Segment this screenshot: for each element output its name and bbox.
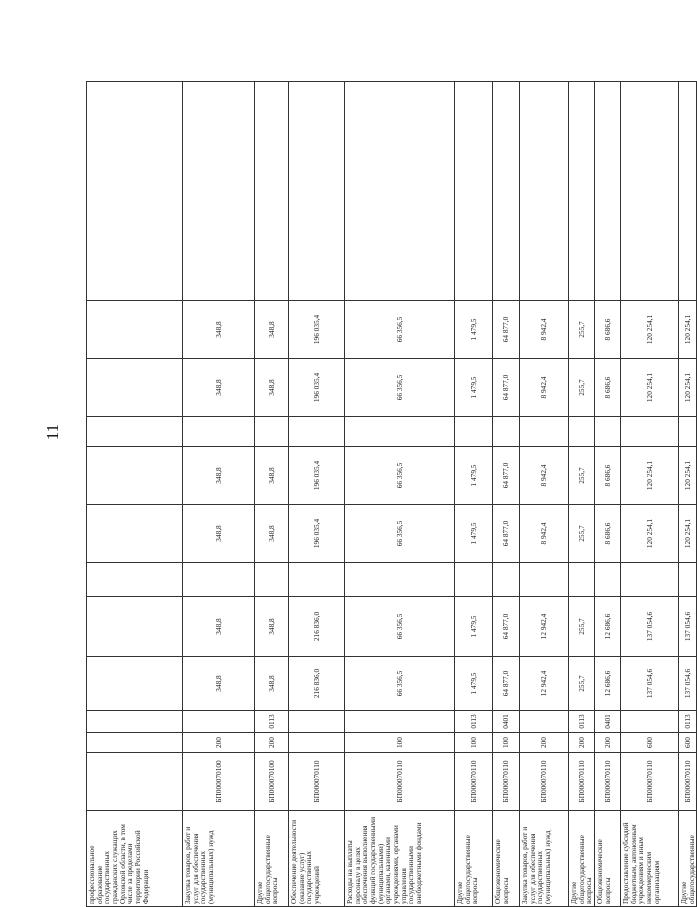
budget-table xyxy=(86,81,697,907)
cell-value: 137 054,6 xyxy=(620,657,678,711)
cell-value: 348,8 xyxy=(255,505,289,563)
cell-value: 348,8 xyxy=(255,301,289,359)
cell-value: 8 686,6 xyxy=(594,447,620,505)
cell-value xyxy=(345,82,455,301)
cell-value xyxy=(620,417,678,447)
cell-vr: 200 xyxy=(520,733,569,753)
cell-value xyxy=(87,417,183,447)
cell-value: 12 942,4 xyxy=(520,597,569,657)
table-row xyxy=(87,82,183,907)
cell-rz xyxy=(520,711,569,733)
cell-value: 64 877,0 xyxy=(493,657,520,711)
cell-csr: БП000070110 xyxy=(520,753,569,811)
cell-rz: 0401 xyxy=(594,711,620,733)
cell-value: 1 479,5 xyxy=(455,597,493,657)
cell-value: 64 877,0 xyxy=(493,447,520,505)
cell-value: 64 877,0 xyxy=(493,301,520,359)
cell-value: 66 356,5 xyxy=(345,657,455,711)
cell-value xyxy=(569,82,595,301)
cell-rz: 0113 xyxy=(455,711,493,733)
cell-vr xyxy=(87,733,183,753)
row-name: Обеспечение деятельности (оказание услуг) государственных учреждений xyxy=(289,811,345,907)
cell-value xyxy=(345,417,455,447)
cell-value: 137 054,6 xyxy=(678,657,696,711)
cell-value: 1 479,5 xyxy=(455,657,493,711)
table-row xyxy=(345,82,455,907)
table-row xyxy=(569,82,595,907)
cell-value: 255,7 xyxy=(569,359,595,417)
cell-value: 64 877,0 xyxy=(493,359,520,417)
cell-value: 196 035,4 xyxy=(289,301,345,359)
cell-value: 1 479,5 xyxy=(455,359,493,417)
cell-value: 64 877,0 xyxy=(493,505,520,563)
cell-rz xyxy=(345,711,455,733)
cell-value xyxy=(678,563,696,597)
cell-value xyxy=(455,82,493,301)
cell-vr: 200 xyxy=(594,733,620,753)
cell-value: 348,8 xyxy=(183,301,255,359)
cell-value: 66 356,5 xyxy=(345,301,455,359)
row-name: Общеэкономические вопросы xyxy=(493,811,520,907)
cell-rz xyxy=(87,711,183,733)
cell-value: 66 356,5 xyxy=(345,597,455,657)
row-name: Предоставление субсидий бюджетным, автономным учреждениям и иным некоммерческим организациям xyxy=(620,811,678,907)
cell-value: 66 356,5 xyxy=(345,359,455,417)
cell-value: 216 836,0 xyxy=(289,597,345,657)
cell-value: 137 054,6 xyxy=(678,597,696,657)
table-row xyxy=(183,82,255,907)
cell-value: 196 035,4 xyxy=(289,359,345,417)
cell-value: 120 254,1 xyxy=(620,447,678,505)
cell-value: 137 054,6 xyxy=(620,597,678,657)
cell-vr: 200 xyxy=(183,733,255,753)
cell-value: 120 254,1 xyxy=(678,301,696,359)
cell-value xyxy=(87,505,183,563)
cell-value: 216 836,0 xyxy=(289,657,345,711)
cell-vr: 100 xyxy=(455,733,493,753)
cell-value: 348,8 xyxy=(183,359,255,417)
cell-value: 196 035,4 xyxy=(289,447,345,505)
cell-vr: 100 xyxy=(493,733,520,753)
cell-csr: БП000070110 xyxy=(594,753,620,811)
cell-rz: 0113 xyxy=(569,711,595,733)
cell-value: 255,7 xyxy=(569,301,595,359)
cell-value xyxy=(255,417,289,447)
cell-value xyxy=(493,82,520,301)
cell-value xyxy=(87,301,183,359)
cell-value: 120 254,1 xyxy=(620,301,678,359)
row-name: профессиональное образование государственных гражданских служащих Орловской области, в том числе за пределами территории Российской Федерации xyxy=(87,811,183,907)
cell-value: 12 942,4 xyxy=(520,657,569,711)
cell-value: 120 254,1 xyxy=(620,505,678,563)
cell-value: 8 686,6 xyxy=(594,359,620,417)
table-row xyxy=(455,82,493,907)
cell-value xyxy=(493,563,520,597)
cell-value: 120 254,1 xyxy=(678,359,696,417)
cell-value: 1 479,5 xyxy=(455,447,493,505)
table-row xyxy=(255,82,289,907)
cell-value xyxy=(569,417,595,447)
cell-rz xyxy=(620,711,678,733)
cell-vr: 100 xyxy=(345,733,455,753)
cell-value xyxy=(520,563,569,597)
cell-value xyxy=(493,417,520,447)
cell-vr: 200 xyxy=(255,733,289,753)
cell-value: 8 942,4 xyxy=(520,447,569,505)
cell-value xyxy=(520,82,569,301)
table-row xyxy=(493,82,520,907)
page-number: 11 xyxy=(43,423,62,441)
cell-value xyxy=(678,417,696,447)
cell-value: 8 942,4 xyxy=(520,301,569,359)
cell-value: 120 254,1 xyxy=(678,505,696,563)
cell-value xyxy=(594,417,620,447)
cell-value xyxy=(255,82,289,301)
cell-value: 348,8 xyxy=(255,597,289,657)
cell-value xyxy=(87,447,183,505)
cell-csr: БП000070100 xyxy=(183,753,255,811)
cell-vr: 600 xyxy=(620,733,678,753)
cell-value: 120 254,1 xyxy=(620,359,678,417)
cell-value: 12 686,6 xyxy=(594,597,620,657)
cell-value: 255,7 xyxy=(569,597,595,657)
cell-csr: БП000070110 xyxy=(289,753,345,811)
cell-value xyxy=(678,82,696,301)
cell-value: 348,8 xyxy=(255,359,289,417)
cell-value: 348,8 xyxy=(183,597,255,657)
cell-value: 8 942,4 xyxy=(520,359,569,417)
cell-value: 12 686,6 xyxy=(594,657,620,711)
cell-value: 255,7 xyxy=(569,447,595,505)
cell-rz: 0401 xyxy=(493,711,520,733)
cell-value: 348,8 xyxy=(183,447,255,505)
cell-csr: БП000070110 xyxy=(455,753,493,811)
cell-csr: БП000070100 xyxy=(255,753,289,811)
cell-value xyxy=(87,82,183,301)
cell-value: 66 356,5 xyxy=(345,447,455,505)
cell-value: 196 035,4 xyxy=(289,505,345,563)
cell-value xyxy=(289,82,345,301)
cell-rz xyxy=(289,711,345,733)
cell-value xyxy=(520,417,569,447)
cell-value: 8 942,4 xyxy=(520,505,569,563)
row-name: Расходы на выплаты персоналу в целях обеспечения выполнения функций государственными (муниципальными) органами, казенными учреждениями, органами управления государственными внебюджетными фондами xyxy=(345,811,455,907)
cell-rz xyxy=(183,711,255,733)
cell-rz: 0113 xyxy=(678,711,696,733)
cell-csr: БП000070110 xyxy=(493,753,520,811)
cell-value xyxy=(87,563,183,597)
cell-value: 66 356,5 xyxy=(345,505,455,563)
cell-value xyxy=(455,417,493,447)
cell-csr: БП000070110 xyxy=(678,753,696,811)
cell-value xyxy=(345,563,455,597)
cell-value xyxy=(569,563,595,597)
table-row xyxy=(594,82,620,907)
cell-vr: 200 xyxy=(569,733,595,753)
row-name: Другие общегосударственные вопросы xyxy=(255,811,289,907)
cell-value: 1 479,5 xyxy=(455,505,493,563)
cell-value xyxy=(289,563,345,597)
cell-value: 64 877,0 xyxy=(493,597,520,657)
cell-vr xyxy=(289,733,345,753)
cell-value: 8 686,6 xyxy=(594,505,620,563)
cell-value: 348,8 xyxy=(183,657,255,711)
cell-value: 348,8 xyxy=(183,505,255,563)
row-name: Другие общегосударственные вопросы xyxy=(569,811,595,907)
row-name: Общеэкономические вопросы xyxy=(594,811,620,907)
cell-value: 8 686,6 xyxy=(594,301,620,359)
cell-value: 255,7 xyxy=(569,505,595,563)
cell-vr: 600 xyxy=(678,733,696,753)
row-name: Другие общегосударственные xyxy=(678,811,696,907)
row-name: Закупка товаров, работ и услуг для обеспечения государственных (муниципальных) нужд xyxy=(520,811,569,907)
cell-csr: БП000070110 xyxy=(345,753,455,811)
table-row xyxy=(289,82,345,907)
cell-value xyxy=(183,563,255,597)
cell-value: 348,8 xyxy=(255,657,289,711)
cell-value xyxy=(620,82,678,301)
cell-value xyxy=(594,82,620,301)
cell-rz: 0113 xyxy=(255,711,289,733)
cell-value: 348,8 xyxy=(255,447,289,505)
cell-value xyxy=(255,563,289,597)
budget-table-rotated xyxy=(86,82,696,907)
table-row xyxy=(520,82,569,907)
table-row xyxy=(620,82,678,907)
table-row xyxy=(678,82,696,907)
cell-value xyxy=(87,359,183,417)
row-name: Закупка товаров, работ и услуг для обеспечения государственных (муниципальных) нужд xyxy=(183,811,255,907)
table-body xyxy=(87,82,697,907)
cell-value xyxy=(594,563,620,597)
cell-value xyxy=(87,657,183,711)
cell-value xyxy=(87,597,183,657)
cell-csr: БП000070110 xyxy=(569,753,595,811)
row-name: Другие общегосударственные вопросы xyxy=(455,811,493,907)
cell-value: 120 254,1 xyxy=(678,447,696,505)
cell-csr xyxy=(87,753,183,811)
cell-value xyxy=(183,82,255,301)
cell-value xyxy=(289,417,345,447)
cell-value xyxy=(183,417,255,447)
cell-value: 1 479,5 xyxy=(455,301,493,359)
cell-value xyxy=(455,563,493,597)
cell-value: 255,7 xyxy=(569,657,595,711)
cell-csr: БП000070110 xyxy=(620,753,678,811)
cell-value xyxy=(620,563,678,597)
